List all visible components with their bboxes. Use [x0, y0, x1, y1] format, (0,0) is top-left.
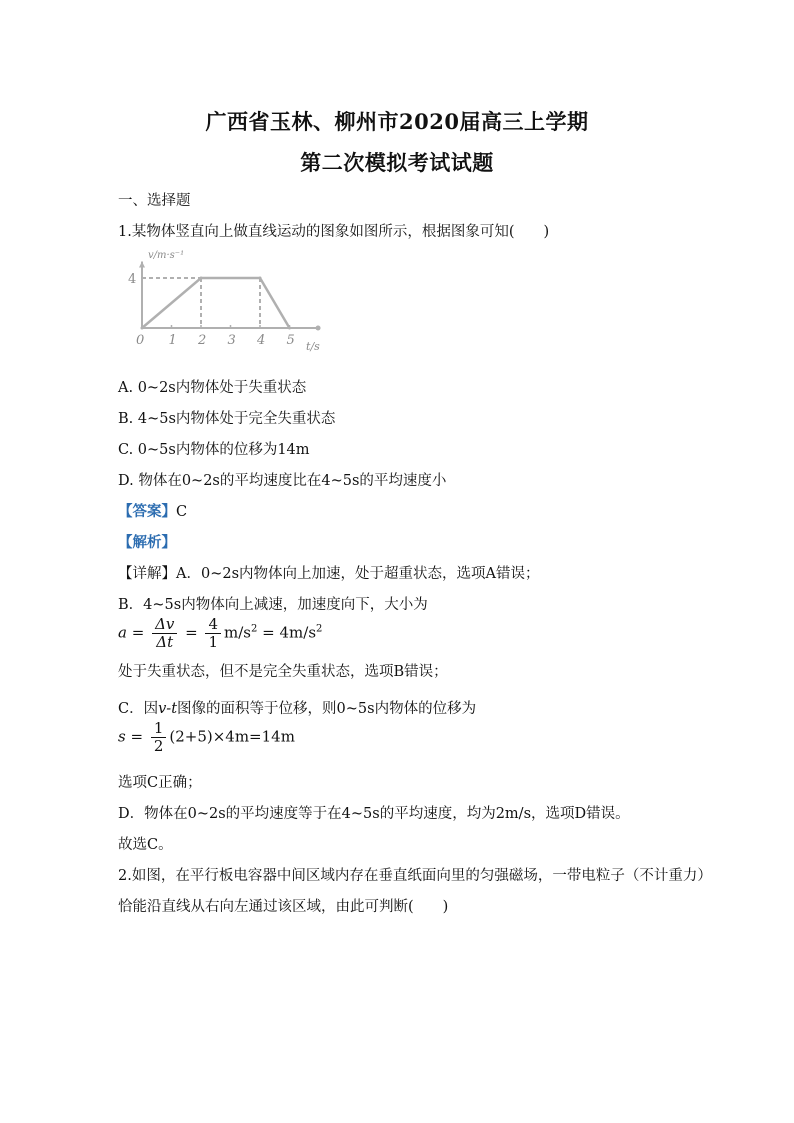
- option-a: A. 0~2s内物体处于失重状态: [118, 380, 307, 396]
- detail-label: 【详解】: [118, 566, 176, 582]
- y-axis-arrow-icon: [139, 262, 145, 268]
- detail-c: [118, 697, 476, 718]
- analysis-label: 【解析】: [118, 534, 176, 551]
- fraction-denominator: Δt: [156, 633, 174, 651]
- fraction-4-1: [205, 616, 221, 651]
- x-tick-label: 1: [168, 333, 177, 348]
- analysis-heading: [118, 531, 176, 552]
- formula-rest: (2+5)×4m=14m: [169, 727, 295, 746]
- page-title: 广西省玉林、柳州市2020届高三上学期: [205, 109, 589, 134]
- question-2-stem-line1: 2.如图，在平行板电容器中间区域内存在垂直纸面向里的匀强磁场，一带电粒子（不计重力）: [118, 868, 712, 884]
- detail-a: [118, 562, 539, 583]
- formula-a-lhs: a: [118, 623, 127, 642]
- formula-s-lhs: s: [118, 727, 126, 746]
- x-tick-label: 0: [136, 333, 145, 348]
- detail-c-suffix: 图像的面积等于位移，则0~5s内物体的位移为: [177, 701, 477, 717]
- detail-c2: 选项C正确；: [118, 775, 202, 791]
- option-d: D. 物体在0~2s的平均速度比在4~5s的平均速度小: [118, 473, 447, 489]
- detail-b2: 处于失重状态，但不是完全失重状态，选项B错误；: [118, 664, 448, 680]
- detail-c-variable: v-t: [158, 701, 178, 717]
- answer-line: [118, 500, 187, 521]
- data-point: [141, 327, 144, 330]
- x-tick-label: 4: [257, 333, 266, 348]
- x-tick-label: 5: [286, 333, 295, 348]
- detail-b: B．4~5s内物体向上减速，加速度向下，大小为: [118, 597, 428, 613]
- formula-result: 4m/s: [279, 623, 317, 642]
- x-tick-label: 3: [227, 333, 236, 348]
- option-c: C. 0~5s内物体的位移为14m: [118, 442, 310, 458]
- fraction-numerator: 4: [205, 616, 221, 634]
- detail-c-prefix: C．因: [118, 701, 159, 717]
- detail-d: D．物体在0~2s的平均速度等于在4~5s的平均速度，均为2m/s，选项D错误。: [118, 806, 630, 822]
- section-heading: 一、选择题: [118, 193, 191, 209]
- y-tick-label: 4: [128, 272, 137, 287]
- fraction-numerator: Δv: [152, 616, 177, 634]
- formula-acceleration: a = $\frac{\Delta v}{\Delta t}$ = $\frac{4}{1}$ $m/s^2 = 4m/s^2$: [118, 615, 323, 651]
- data-point: [200, 277, 203, 280]
- formula-unit: m/s: [224, 623, 252, 642]
- x-axis-label: t/s: [306, 340, 320, 353]
- fraction-numerator: 1: [151, 720, 167, 738]
- detail-a-text: A．0~2s内物体向上加速，处于超重状态，选项A错误；: [176, 566, 540, 582]
- question-2-stem-line2: 恰能沿直线从右向左通过该区域，由此可判断( ): [118, 899, 449, 915]
- option-b: B. 4~5s内物体处于完全失重状态: [118, 411, 336, 427]
- fraction-dv-dt: [152, 616, 177, 651]
- question-1-stem: 1.某物体竖直向上做直线运动的图象如图所示，根据图象可知( ): [118, 224, 550, 240]
- fraction-1-2: [151, 720, 167, 755]
- answer-value: C: [176, 504, 188, 520]
- formula-exponent: 2: [251, 623, 258, 635]
- formula-exponent: 2: [316, 623, 323, 635]
- y-axis-label: v/m·s⁻¹: [148, 250, 185, 261]
- conclusion: 故选C。: [118, 837, 173, 853]
- formula-displacement: s = $\frac{1}{2}$ (2+5)×4m=14m: [118, 719, 295, 755]
- velocity-time-graph: [118, 246, 328, 356]
- page-subtitle: 第二次模拟考试试题: [300, 150, 494, 175]
- velocity-series-line: [142, 278, 290, 328]
- fraction-denominator: 2: [153, 737, 164, 755]
- answer-label: 【答案】: [118, 503, 176, 520]
- data-point: [259, 277, 262, 280]
- fraction-denominator: 1: [208, 633, 219, 651]
- x-axis-arrow-icon: [316, 326, 321, 331]
- x-tick-label: 2: [198, 333, 207, 348]
